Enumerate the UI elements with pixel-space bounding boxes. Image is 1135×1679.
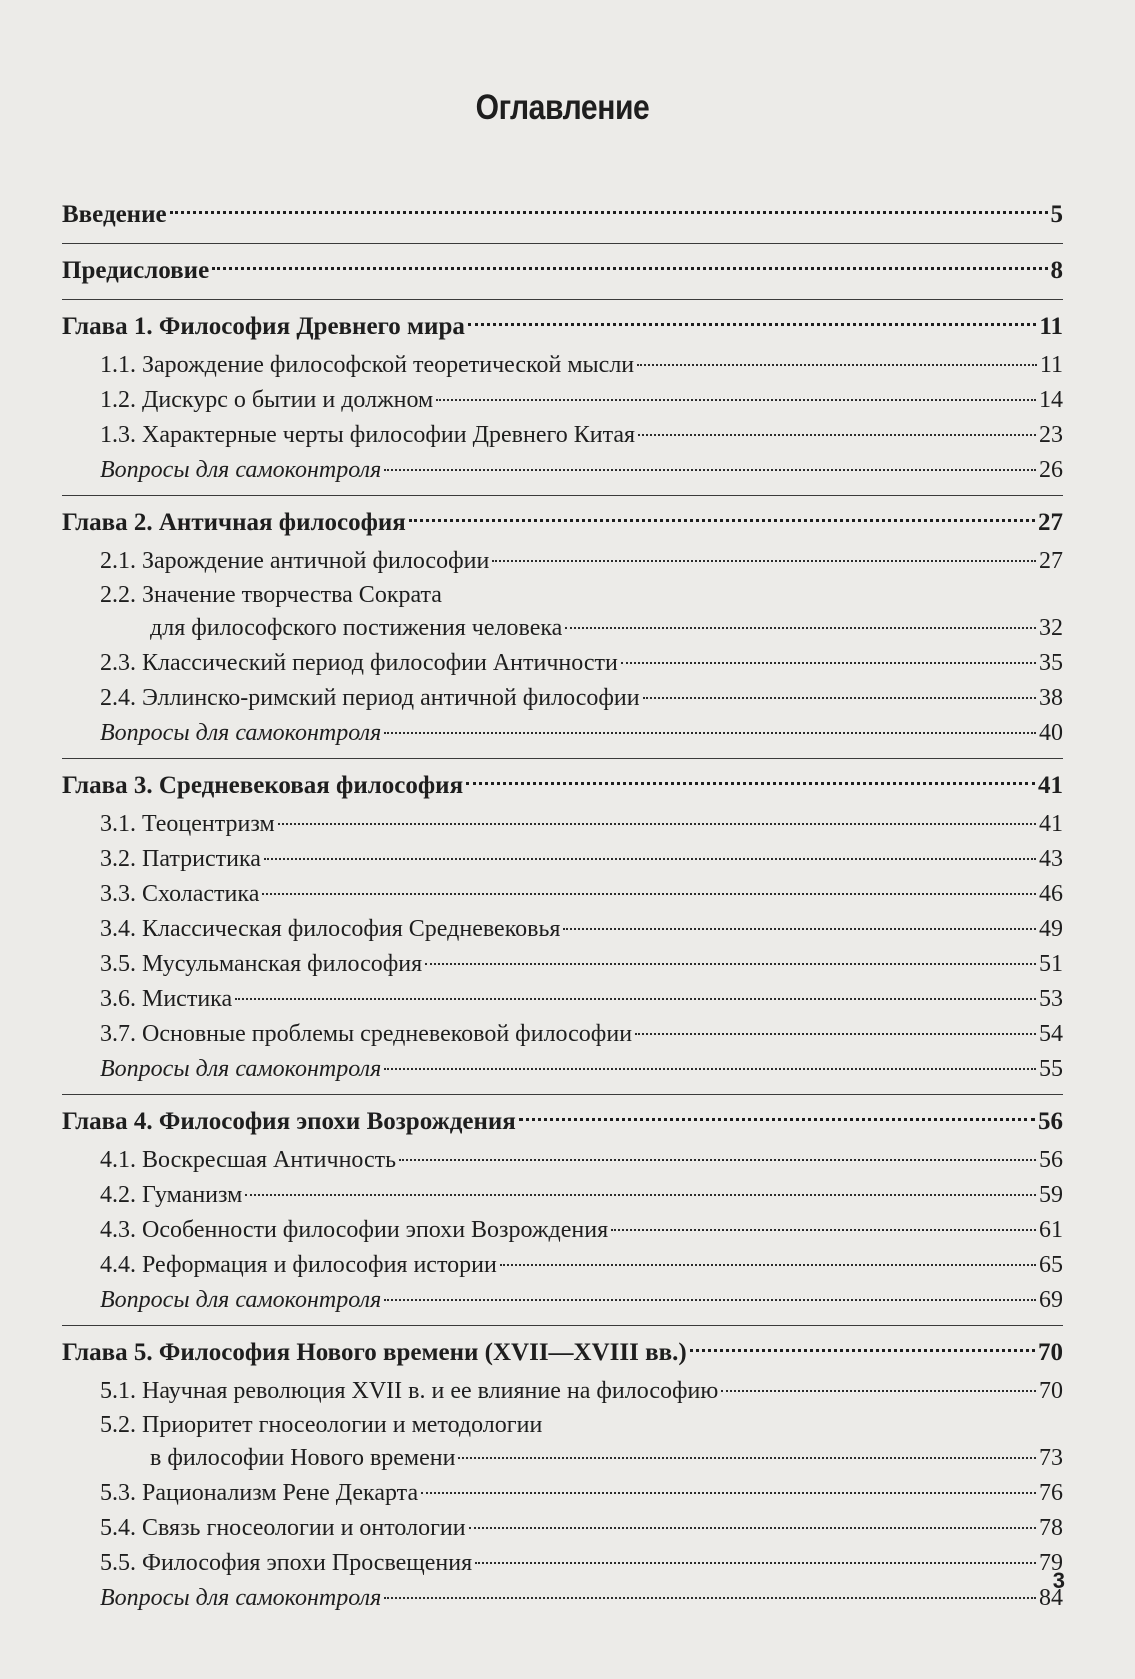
toc-entry-title: 4.4. Реформация и философия истории — [100, 1252, 497, 1278]
toc-entry-title: Глава 3. Средневековая философия — [62, 772, 464, 799]
toc-entry-page: 49 — [1039, 916, 1063, 942]
dot-leader — [384, 1597, 1036, 1599]
dot-leader — [425, 963, 1036, 965]
toc-entry-page: 78 — [1039, 1515, 1063, 1541]
toc-entry-title: 4.3. Особенности философии эпохи Возрождения — [100, 1217, 609, 1243]
toc-section[interactable] — [62, 383, 1063, 418]
toc-chapter-heading[interactable] — [62, 765, 1063, 807]
dot-leader — [519, 1118, 1035, 1121]
toc-preface-block — [62, 244, 1063, 300]
toc-entry-title: 4.2. Гуманизм — [100, 1182, 243, 1208]
toc-section-line1[interactable] — [62, 1409, 1063, 1441]
toc-entry-page: 41 — [1039, 811, 1063, 837]
dot-leader — [212, 267, 1047, 270]
toc-section[interactable] — [62, 1017, 1063, 1052]
dot-leader — [421, 1492, 1036, 1494]
toc-intro-block — [62, 188, 1063, 244]
dot-leader — [384, 1299, 1036, 1301]
toc-entry-title: Вопросы для самоконтроля — [100, 1056, 382, 1082]
toc-section[interactable] — [62, 912, 1063, 947]
dot-leader — [264, 858, 1036, 860]
dot-leader — [409, 519, 1035, 522]
toc-entry-page: 27 — [1038, 509, 1063, 536]
toc-entry-title: 3.5. Мусульманская философия — [100, 951, 423, 977]
toc-section[interactable] — [62, 1248, 1063, 1283]
toc-questions[interactable] — [62, 1581, 1063, 1616]
toc-entry-title: 2.4. Эллинско-римский период античной философии — [100, 685, 640, 711]
toc-section[interactable] — [62, 1143, 1063, 1178]
toc-questions[interactable] — [62, 1283, 1063, 1318]
toc-entry-page: 26 — [1039, 457, 1063, 483]
toc-entry-title: Вопросы для самоконтроля — [100, 1287, 382, 1313]
dot-leader — [565, 627, 1036, 629]
dot-leader — [436, 399, 1036, 401]
toc-entry-page: 56 — [1038, 1108, 1063, 1135]
toc-entry-page: 38 — [1039, 685, 1063, 711]
toc-section-line1[interactable] — [62, 579, 1063, 611]
dot-leader — [384, 469, 1036, 471]
toc-entry-title: 1.3. Характерные черты философии Древнего Китая — [100, 422, 636, 448]
dot-leader — [621, 662, 1036, 664]
dot-leader — [690, 1349, 1035, 1352]
toc-entry-title: 3.1. Теоцентризм — [100, 811, 275, 837]
toc-section[interactable] — [62, 1178, 1063, 1213]
toc-chapter-heading[interactable] — [62, 1101, 1063, 1143]
toc-entry-title: 2.2. Значение творчества Сократа — [100, 582, 442, 608]
toc-entry-page: 55 — [1039, 1056, 1063, 1082]
toc-entry-title: Глава 1. Философия Древнего мира — [62, 313, 465, 340]
toc-entry-title: 5.3. Рационализм Рене Декарта — [100, 1480, 419, 1506]
toc-questions[interactable] — [62, 453, 1063, 488]
toc-questions[interactable] — [62, 716, 1063, 751]
toc-section-line2[interactable] — [62, 1441, 1063, 1476]
toc-entry-page: 40 — [1039, 720, 1063, 746]
toc-entry-page: 73 — [1039, 1445, 1063, 1471]
toc-entry-title: 3.6. Мистика — [100, 986, 233, 1012]
dot-leader — [635, 1033, 1036, 1035]
toc-entry-title: 4.1. Воскресшая Античность — [100, 1147, 397, 1173]
dot-leader — [384, 732, 1036, 734]
toc-section[interactable] — [62, 842, 1063, 877]
toc-entry-title: 1.2. Дискурс о бытии и должном — [100, 387, 434, 413]
toc-entry-page: 51 — [1039, 951, 1063, 977]
dot-leader — [500, 1264, 1036, 1266]
toc-entry-title-cont: для философского постижения человека — [150, 615, 563, 641]
toc-entry-page: 5 — [1050, 201, 1063, 228]
dot-leader — [262, 893, 1036, 895]
dot-leader — [278, 823, 1036, 825]
toc-entry-page: 11 — [1039, 313, 1063, 340]
toc-entry-page: 46 — [1039, 881, 1063, 907]
toc-section[interactable] — [62, 1546, 1063, 1581]
dot-leader — [638, 434, 1036, 436]
toc-chapter-3 — [62, 759, 1063, 1095]
dot-leader — [458, 1457, 1036, 1459]
toc-entry-title: 5.1. Научная революция XVII в. и ее влияние на философию — [100, 1378, 719, 1404]
dot-leader — [637, 364, 1037, 366]
toc-entry-page: 54 — [1039, 1021, 1063, 1047]
toc-section-line2[interactable] — [62, 611, 1063, 646]
toc-entry-page: 35 — [1039, 650, 1063, 676]
toc-section[interactable] — [62, 947, 1063, 982]
page-title: Оглавление — [475, 88, 650, 127]
toc-section[interactable] — [62, 1511, 1063, 1546]
toc-entry-title: Предисловие — [62, 257, 210, 284]
toc-entry-title-cont: в философии Нового времени — [150, 1445, 456, 1471]
dot-leader — [611, 1229, 1036, 1231]
toc-section[interactable] — [62, 877, 1063, 912]
toc-chapter-2 — [62, 496, 1063, 759]
toc-section[interactable] — [62, 681, 1063, 716]
toc-entry-page: 23 — [1039, 422, 1063, 448]
toc-chapter-heading[interactable] — [62, 502, 1063, 544]
toc-section[interactable] — [62, 348, 1063, 383]
toc-entry-title: 5.2. Приоритет гносеологии и методологии — [100, 1412, 543, 1438]
toc-entry-page: 53 — [1039, 986, 1063, 1012]
toc-entry-page: 56 — [1039, 1147, 1063, 1173]
toc-entry-title: 1.1. Зарождение философской теоретической мысли — [100, 352, 635, 378]
dot-leader — [245, 1194, 1036, 1196]
table-of-contents — [62, 188, 1063, 1623]
toc-chapter-heading[interactable] — [62, 306, 1063, 348]
toc-chapter-4 — [62, 1095, 1063, 1326]
toc-entry-title: 3.7. Основные проблемы средневековой философии — [100, 1021, 633, 1047]
toc-entry-page: 43 — [1039, 846, 1063, 872]
toc-entry-title: 3.3. Схоластика — [100, 881, 260, 907]
toc-chapter-1 — [62, 300, 1063, 496]
dot-leader — [466, 782, 1035, 785]
toc-entry-intro[interactable] — [62, 194, 1063, 236]
toc-section[interactable] — [62, 544, 1063, 579]
toc-entry-page: 76 — [1039, 1480, 1063, 1506]
dot-leader — [643, 697, 1036, 699]
dot-leader — [721, 1390, 1036, 1392]
toc-entry-page: 69 — [1039, 1287, 1063, 1313]
toc-entry-page: 11 — [1039, 352, 1063, 378]
dot-leader — [235, 998, 1036, 1000]
toc-entry-page: 59 — [1039, 1182, 1063, 1208]
toc-section[interactable] — [62, 1476, 1063, 1511]
toc-chapter-heading[interactable] — [62, 1332, 1063, 1374]
toc-section[interactable] — [62, 982, 1063, 1017]
toc-entry-page: 14 — [1039, 387, 1063, 413]
page-number: 3 — [1052, 1568, 1065, 1593]
toc-section[interactable] — [62, 646, 1063, 681]
dot-leader — [475, 1562, 1036, 1564]
dot-leader — [563, 928, 1036, 930]
toc-entry-title: 5.4. Связь гносеологии и онтологии — [100, 1515, 466, 1541]
dot-leader — [468, 323, 1037, 326]
toc-entry-page: 27 — [1039, 548, 1063, 574]
toc-section[interactable] — [62, 807, 1063, 842]
toc-entry-title: 2.3. Классический период философии Античности — [100, 650, 618, 676]
toc-entry-title: Введение — [62, 201, 167, 228]
toc-entry-title: 2.1. Зарождение античной философии — [100, 548, 490, 574]
dot-leader — [492, 560, 1036, 562]
toc-section[interactable] — [62, 418, 1063, 453]
toc-entry-title: 3.4. Классическая философия Средневековья — [100, 916, 561, 942]
toc-entry-page: 41 — [1038, 772, 1063, 799]
toc-entry-preface[interactable] — [62, 250, 1063, 292]
toc-entry-title: Глава 4. Философия эпохи Возрождения — [62, 1108, 516, 1135]
toc-entry-page: 61 — [1039, 1217, 1063, 1243]
dot-leader — [384, 1068, 1036, 1070]
toc-entry-title: Глава 2. Античная философия — [62, 509, 406, 536]
toc-chapter-5 — [62, 1326, 1063, 1623]
toc-entry-page: 70 — [1038, 1339, 1063, 1366]
toc-entry-page: 8 — [1050, 257, 1063, 284]
toc-entry-page: 32 — [1039, 615, 1063, 641]
toc-section[interactable] — [62, 1213, 1063, 1248]
toc-entry-title: Вопросы для самоконтроля — [100, 457, 382, 483]
toc-entry-title: Глава 5. Философия Нового времени (XVII—XVIII вв.) — [62, 1339, 687, 1366]
dot-leader — [399, 1159, 1036, 1161]
toc-entry-title: 3.2. Патристика — [100, 846, 261, 872]
toc-entry-title: 5.5. Философия эпохи Просвещения — [100, 1550, 473, 1576]
toc-entry-page: 70 — [1039, 1378, 1063, 1404]
toc-entry-page: 79 — [1039, 1550, 1063, 1576]
toc-questions[interactable] — [62, 1052, 1063, 1087]
toc-entry-page: 84 — [1039, 1585, 1063, 1611]
dot-leader — [170, 211, 1048, 214]
dot-leader — [469, 1527, 1036, 1529]
toc-entry-page: 65 — [1039, 1252, 1063, 1278]
toc-section[interactable] — [62, 1374, 1063, 1409]
toc-entry-title: Вопросы для самоконтроля — [100, 1585, 382, 1611]
toc-entry-title: Вопросы для самоконтроля — [100, 720, 382, 746]
